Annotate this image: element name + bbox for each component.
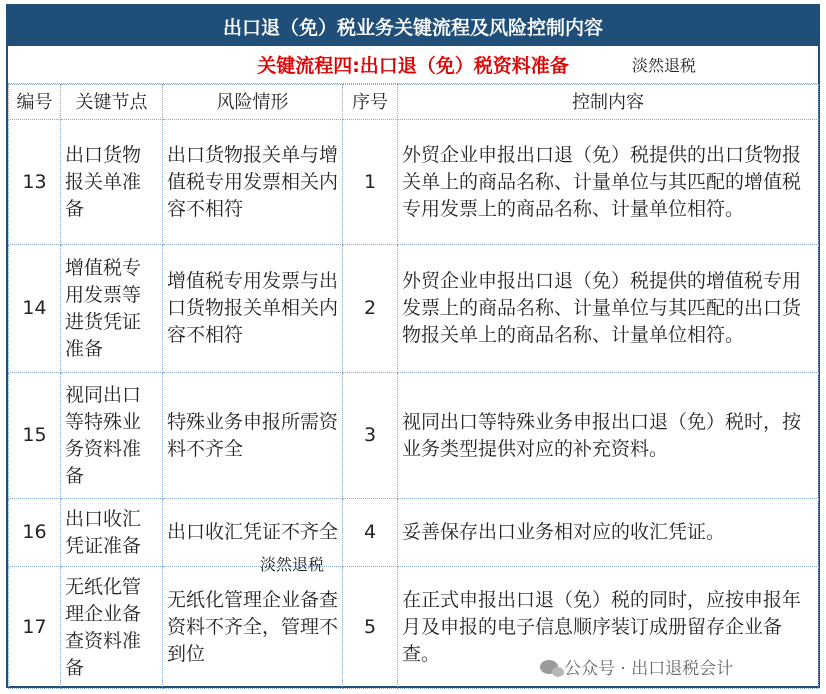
table-header-row bbox=[9, 85, 819, 120]
header-seq: 序号 bbox=[343, 85, 398, 120]
cell-id: 17 bbox=[9, 567, 61, 689]
cell-risk: 出口收汇凭证不齐全 bbox=[163, 499, 343, 567]
header-node: 关键节点 bbox=[61, 85, 163, 120]
cell-seq: 1 bbox=[343, 120, 398, 245]
cell-control: 在正式申报出口退（免）税的同时，应按申报年月及申报的电子信息顺序装订成册留存企业备查。 bbox=[398, 567, 819, 689]
cell-node: 视同出口等特殊业务资料准备 bbox=[61, 373, 163, 499]
cell-seq: 4 bbox=[343, 499, 398, 567]
page-title: 出口退（免）税业务关键流程及风险控制内容 bbox=[8, 6, 818, 46]
section-subtitle bbox=[8, 46, 818, 84]
risk-control-table bbox=[8, 84, 819, 689]
table-row bbox=[9, 245, 819, 373]
watermark-bottom bbox=[540, 654, 733, 679]
cell-seq: 5 bbox=[343, 567, 398, 689]
cell-node: 增值税专用发票等进货凭证准备 bbox=[61, 245, 163, 373]
cell-node: 无纸化管理企业备查资料准备 bbox=[61, 567, 163, 689]
cell-control: 外贸企业申报出口退（免）税提供的增值税专用发票上的商品名称、计量单位与其匹配的出口货物报关单上的商品名称、计量单位相符。 bbox=[398, 245, 819, 373]
cell-control: 妥善保存出口业务相对应的收汇凭证。 bbox=[398, 499, 819, 567]
cell-id: 14 bbox=[9, 245, 61, 373]
cell-control: 外贸企业申报出口退（免）税提供的出口货物报关单上的商品名称、计量单位与其匹配的增值税专用发票上的商品名称、计量单位相符。 bbox=[398, 120, 819, 245]
cell-id: 15 bbox=[9, 373, 61, 499]
cell-id: 16 bbox=[9, 499, 61, 567]
header-risk: 风险情形 bbox=[163, 85, 343, 120]
cell-seq: 3 bbox=[343, 373, 398, 499]
wechat-icon bbox=[540, 660, 558, 674]
table-row bbox=[9, 373, 819, 499]
watermark-mid: 淡然退税 bbox=[260, 555, 325, 574]
cell-risk: 特殊业务申报所需资料不齐全 bbox=[163, 373, 343, 499]
table-row bbox=[9, 499, 819, 567]
cell-node: 出口收汇凭证准备 bbox=[61, 499, 163, 567]
cell-risk: 出口货物报关单与增值税专用发票相关内容不相符 bbox=[163, 120, 343, 245]
cell-risk: 无纸化管理企业备查资料不齐全，管理不到位 bbox=[163, 567, 343, 689]
cell-risk: 增值税专用发票与出口货物报关单相关内容不相符 bbox=[163, 245, 343, 373]
header-id: 编号 bbox=[9, 85, 61, 120]
document-frame bbox=[6, 4, 820, 688]
cell-control: 视同出口等特殊业务申报出口退（免）税时，按业务类型提供对应的补充资料。 bbox=[398, 373, 819, 499]
cell-node: 出口货物报关单准备 bbox=[61, 120, 163, 245]
watermark-top: 淡然退税 bbox=[632, 56, 697, 75]
header-control: 控制内容 bbox=[398, 85, 819, 120]
cell-id: 13 bbox=[9, 120, 61, 245]
table-row bbox=[9, 120, 819, 245]
subtitle-text: 关键流程四:出口退（免）税资料准备 bbox=[257, 55, 569, 77]
cell-seq: 2 bbox=[343, 245, 398, 373]
watermark-bottom-text: 公众号 · 出口退税会计 bbox=[564, 659, 734, 679]
